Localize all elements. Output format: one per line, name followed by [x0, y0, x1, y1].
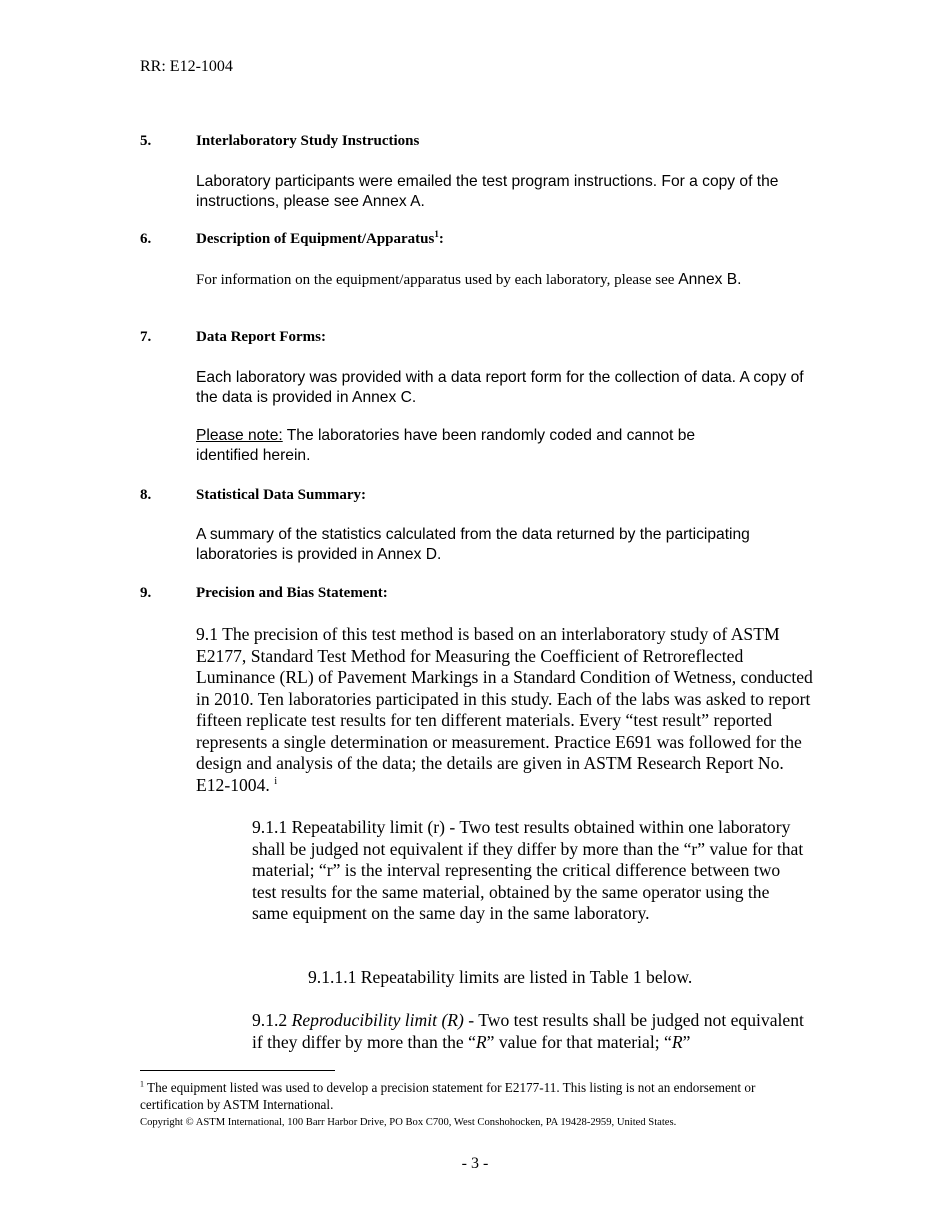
- paragraph-9-1-2-text-3: ”: [682, 1031, 691, 1052]
- section-9-number: 9.: [140, 585, 152, 601]
- section-5-number: 5.: [140, 133, 152, 149]
- section-7-title: Data Report Forms:: [196, 329, 326, 345]
- r-symbol-2: R: [671, 1031, 683, 1052]
- page-number: - 3 -: [461, 1155, 489, 1172]
- footnote-ref-1: 1: [434, 229, 439, 239]
- section-8-title: Statistical Data Summary:: [196, 487, 366, 503]
- footnote-separator: [140, 1070, 335, 1071]
- section-6-body: [196, 270, 801, 291]
- section-5-title: Interlaboratory Study Instructions: [196, 133, 420, 149]
- section-7-note: [196, 426, 756, 465]
- section-6-body-tail: Annex B.: [678, 271, 742, 288]
- footnote-1: [140, 1080, 820, 1113]
- section-7-number: 7.: [140, 329, 152, 345]
- section-8-number: 8.: [140, 487, 152, 503]
- footnote-marker: 1: [140, 1079, 144, 1089]
- paragraph-9-1-2-text-1: - Two test results shall be judged not equivalent if they differ by more than the “: [252, 1010, 804, 1052]
- section-6-title-suffix: :: [438, 231, 444, 247]
- please-note-label: Please note:: [196, 427, 283, 444]
- paragraph-9-1-2-text-2: ” value for that material; “: [486, 1031, 672, 1052]
- paragraph-9-1-2: [252, 1010, 812, 1053]
- paragraph-9-1-text: 9.1 The precision of this test method is based on an interlaboratory study of ASTM E2177, Standard Test Method for Measuring the Coefficient of Retroreflected Luminance (RL) of Pavement Markings in a Standard Condition of Wetness, conducted in 2010. Ten laboratories participated in this study. Each of the labs was asked to report fifteen replicate test results for ten different materials. Every “test result” reported represents a single determination or measurement. Practice E691 was followed for the design and analysis of the data; the details are given in ASTM Research Report No. E12-1004.: [196, 624, 813, 795]
- please-note-body: The laboratories have been randomly coded and cannot be identified herein.: [196, 427, 696, 464]
- endnote-ref-i: i: [274, 775, 278, 787]
- paragraph-9-1-1: 9.1.1 Repeatability limit (r) - Two test results obtained within one laboratory shall be judged not equivalent if they differ by more than the “r” value for that material; “r” is the interval representing the critical difference between two test results for the same material, obtained by the same operator using the same equipment on the same day in the same laboratory.: [252, 817, 804, 923]
- section-9-title: Precision and Bias Statement:: [196, 585, 388, 601]
- section-6-title-text: Description of Equipment/Apparatus: [196, 231, 435, 247]
- r-symbol-1: R: [475, 1031, 487, 1052]
- reproducibility-term: Reproducibility limit (R): [291, 1010, 464, 1030]
- paragraph-9-1-2-number: 9.1.2: [252, 1010, 292, 1030]
- section-6-title: [196, 231, 444, 248]
- report-id-header: RR: E12-1004: [140, 58, 233, 75]
- paragraph-9-1-1-1: 9.1.1.1 Repeatability limits are listed in Table 1 below.: [308, 967, 693, 987]
- copyright-line: Copyright © ASTM International, 100 Barr Harbor Drive, PO Box C700, West Conshohocken, PA 19428-2959, United States.: [140, 1117, 677, 1128]
- footnote-text: The equipment listed was used to develop a precision statement for E2177-11. This listing is not an endorsement or certification by ASTM International.: [140, 1080, 756, 1112]
- section-7-body: Each laboratory was provided with a data report form for the collection of data. A copy of the data is provided in Annex C.: [196, 369, 804, 406]
- section-5-body: Laboratory participants were emailed the test program instructions. For a copy of the instructions, please see Annex A.: [196, 173, 779, 210]
- section-6-number: 6.: [140, 231, 152, 247]
- paragraph-9-1: [196, 624, 821, 796]
- section-8-body: A summary of the statistics calculated from the data returned by the participating laboratories is provided in Annex D.: [196, 526, 750, 563]
- section-6-body-main: For information on the equipment/apparatus used by each laboratory, please see: [196, 272, 679, 288]
